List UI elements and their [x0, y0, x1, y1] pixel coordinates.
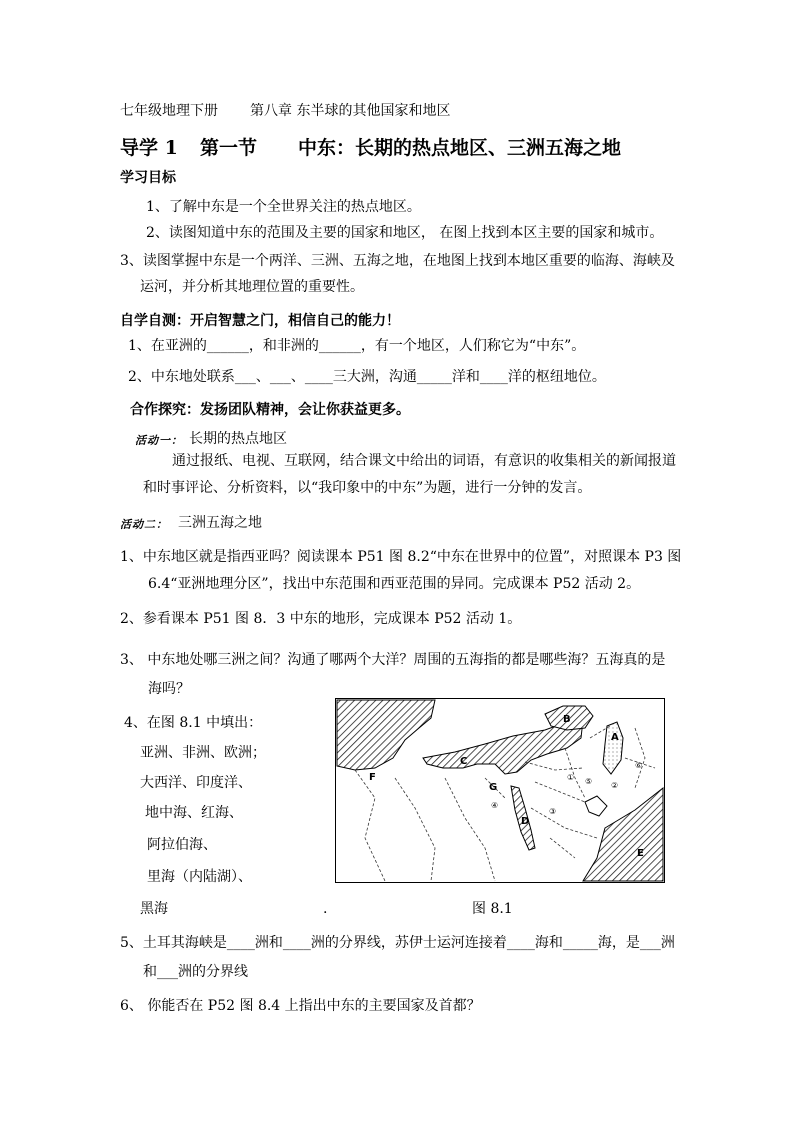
question-1: 1、中东地区就是指西亚吗？阅读课本 P51 图 8.2“中东在世界中的位置”，对照课本 P3 图 — [120, 549, 682, 565]
map-label-f: F — [369, 772, 376, 783]
question-4-item: 黑海 — [140, 901, 168, 917]
self-test-heading: 自学自测：开启智慧之门，相信自己的能力！ — [120, 313, 400, 329]
stray-dot: . — [323, 901, 328, 917]
activity2-title: 三洲五海之地 — [178, 515, 262, 531]
question-4-item: 阿拉伯海、 — [147, 837, 217, 853]
question-2: 2、参看课本 P51 图 8．3 中东的地形，完成课本 P52 活动 1。 — [120, 611, 522, 627]
activity2-tag: 活动二： — [120, 518, 168, 531]
question-4-item: 地中海、红海、 — [145, 805, 243, 821]
map-label-b: B — [563, 714, 571, 725]
question-6: 6、 你能否在 P52 图 8.4 上指出中东的主要国家及首都？ — [120, 998, 481, 1014]
question-4-item: 里海（内陆湖）、 — [147, 869, 252, 885]
question-4-heading: 4、在图 8.1 中填出： — [124, 715, 263, 731]
question-5: 5、土耳其海峡是____洲和____洲的分界线，苏伊士运河连接着____海和_____海，是___洲 — [120, 935, 675, 951]
activity1-title: 长期的热点地区 — [189, 431, 287, 447]
map-number: ① — [567, 773, 575, 782]
cooperation-heading: 合作探究：发扬团队精神，会让你获益更多。 — [130, 402, 410, 418]
question-4-item: 亚洲、非洲、欧洲； — [140, 745, 266, 761]
activity1-tag: 活动一： — [135, 434, 183, 447]
map-label-a: A — [611, 732, 619, 743]
page-title: 中东：长期的热点地区、三洲五海之地 — [298, 137, 622, 159]
activity1-text-2: 和时事评论、分析资料，以“我印象中的中东”为题，进行一分钟的发言。 — [143, 480, 592, 496]
map-number: ④ — [491, 801, 499, 810]
goal-item-3: 3、读图掌握中东是一个两洋、三洲、五海之地，在地图上找到本地区重要的临海、海峡及 — [120, 253, 675, 269]
question-3-cont: 海吗？ — [148, 681, 190, 697]
middle-east-map — [335, 698, 665, 883]
map-label-g: G — [489, 782, 498, 793]
question-4-item: 大西洋、印度洋、 — [140, 775, 252, 791]
header-chapter: 第八章 东半球的其他国家和地区 — [250, 103, 451, 119]
question-1-cont: 6.4“亚洲地理分区”，找出中东范围和西亚范围的异同。完成课本 P52 活动 2。 — [148, 576, 641, 592]
activity1-text-1: 通过报纸、电视、互联网，结合课文中给出的词语，有意识的收集相关的新闻报道 — [172, 453, 676, 469]
self-test-item-1: 1、在亚洲的______，和非洲的______，有一个地区，人们称它为“中东”。 — [128, 338, 586, 354]
question-3: 3、 中东地处哪三洲之间？沟通了哪两个大洋？周围的五海指的都是哪些海？五海真的是 — [120, 652, 666, 668]
map-label-d: D — [521, 816, 530, 827]
map-number: ⑤ — [585, 777, 593, 786]
map-label-c: C — [460, 756, 468, 767]
goal-item-3-cont: 运河，并分析其地理位置的重要性。 — [140, 279, 364, 295]
goals-heading: 学习目标 — [120, 170, 176, 186]
map-label-e: E — [637, 848, 644, 859]
header-grade: 七年级地理下册 — [120, 103, 218, 119]
goal-item-2: 2、读图知道中东的范围及主要的国家和地区， 在图上找到本区主要的国家和城市。 — [146, 225, 664, 241]
map-number: ③ — [549, 807, 557, 816]
figure-caption: 图 8.1 — [472, 901, 513, 917]
goal-item-1: 1、了解中东是一个全世界关注的热点地区。 — [146, 199, 421, 215]
map-number: ⑥ — [635, 761, 643, 770]
self-test-item-2: 2、中东地处联系___、___、____三大洲，沟通_____洋和____洋的枢纽地位。 — [128, 369, 606, 385]
question-5-cont: 和___洲的分界线 — [143, 964, 248, 980]
lesson-number: 导学 1 — [120, 137, 178, 159]
map-number: ② — [611, 781, 619, 790]
section-number: 第一节 — [200, 137, 258, 159]
